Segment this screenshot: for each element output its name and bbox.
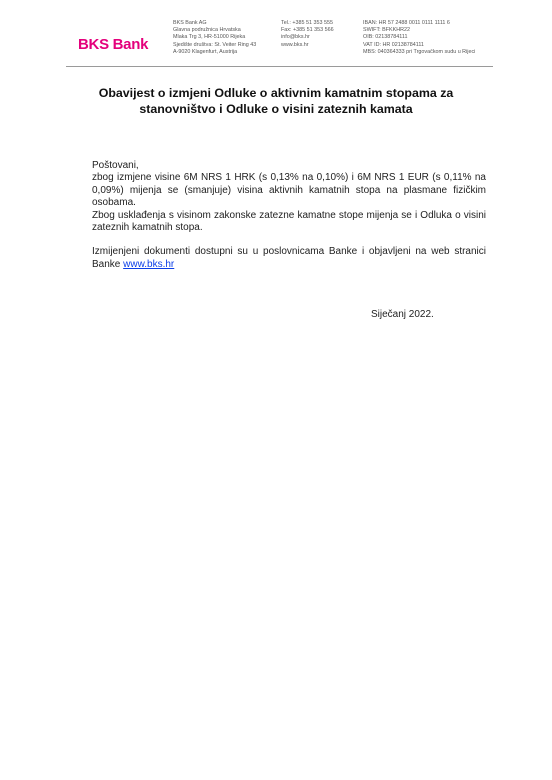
header-line: IBAN: HR 57 2488 0011 0111 1111 6 — [363, 20, 450, 26]
header-line: Fax: +385 51 353 566 — [281, 27, 334, 34]
header-bank-details-block — [363, 20, 475, 56]
paragraph-penalty-rates: Zbog usklađenja s visinom zakonske zatezne kamatne stope mijenja se i Odluka o visini zateznih kamatnih stopa. — [92, 209, 486, 234]
header-line: SWIFT: BFKKHR22 — [363, 27, 411, 34]
header-line: www.bks.hr — [281, 41, 309, 48]
header-line: Sjedište društva: St. Veiter Ring 43 — [173, 41, 257, 48]
header-line: Tel.: +385 51 353 555 — [281, 20, 334, 26]
header-line: Mlaka Trg 3, HR-51000 Rijeka — [173, 34, 246, 41]
header-line: VAT ID: HR 02138784111 — [363, 41, 424, 48]
paragraph-documents — [92, 246, 486, 271]
document-body — [92, 160, 486, 271]
document-title: Obavijest o izmjeni Odluke o aktivnim kamatnim stopama za stanovništvo i Odluke o visini zateznih kamata — [98, 86, 454, 116]
header-address-block — [173, 20, 256, 56]
paragraph-documents-text: Izmijenjeni dokumenti dostupni su u poslovnicama Banke i objavljeni na web stranici Banke — [92, 246, 486, 270]
website-link[interactable]: www.bks.hr — [123, 258, 175, 270]
document-date: Siječanj 2022. — [371, 309, 434, 320]
bks-bank-logo: BKS Bank — [78, 36, 149, 53]
header-line: BKS Bank AG — [173, 20, 207, 26]
greeting: Poštovani, — [92, 160, 139, 171]
header-contact-block — [281, 20, 334, 49]
header-line: OIB: 02138784111 — [363, 34, 408, 41]
header-line: Glavna podružnica Hrvatska — [173, 27, 241, 34]
header-line: A-9020 Klagenfurt, Austrija — [173, 48, 238, 55]
header-line: info@bks.hr — [281, 34, 310, 41]
header-divider — [66, 66, 493, 67]
paragraph-rates: zbog izmjene visine 6M NRS 1 HRK (s 0,13% na 0,10%) i 6M NRS 1 EUR (s 0,11% na 0,09%) mijenja se (smanjuje) visina aktivnih kamatnih stopa na plasmane fizičkim osobama. — [92, 172, 486, 209]
header-line: MBS: 040364333 pri Trgovačkom sudu u Rijeci — [363, 48, 476, 55]
